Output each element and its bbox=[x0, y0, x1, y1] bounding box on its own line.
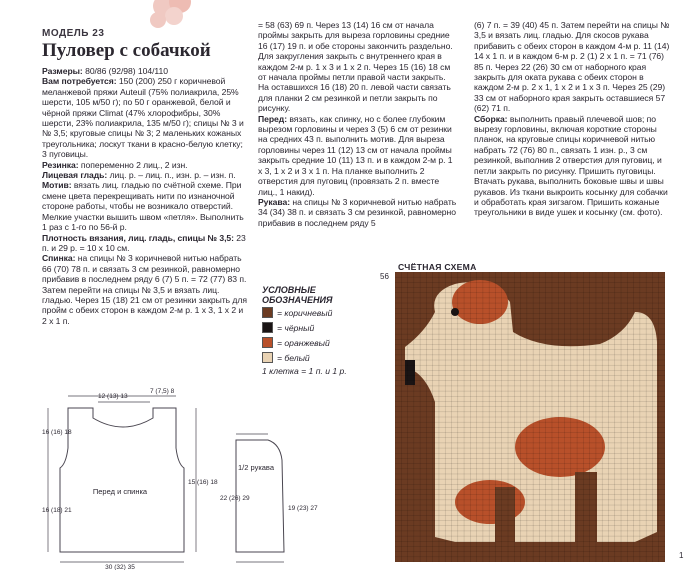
chart-row-top: 56 bbox=[380, 272, 389, 281]
legend-item bbox=[262, 337, 330, 348]
paragraph-text: на спицы № 3 коричневой нитью набрать 34 (34) 38 п. и связать 3 см резинкой, равномерно прибавив в последнем ряду 5 bbox=[258, 196, 457, 228]
chart-title: СЧЁТНАЯ СХЕМА bbox=[398, 262, 477, 272]
paragraph-text: на спицы № 3 коричневой нитью набрать 66 (70) 78 п. и связать 3 см резинкой, равномерно прибавив в последнем ряду 6 (7) 5 п. = 72 (77) 83 п. Затем перейти на спицы № 3,5 и вязать лиц. гладью. Через 15 (18) 21 см от резинки закрыть для пройм с обеих сторон в каждом 2-м р. 1 x 3, 1 x 2 и 2 x 1 п. bbox=[42, 253, 247, 326]
paragraph-text: выполнить правый плечевой шов; по вырезу горловины, включая короткие стороны планок, на круговые спицы коричневой нитью набрать 72 (76) 80 п., связать 1 изн. р., 3 см резинкой, выполнив 2 отверстия для пуговиц, и петли закрыть по рисунку. Пришить пуговицы. Втачать рукава, выполнить боковые швы и швы рукавов. Из ткани выкроить косынку для собачки и обработать края зигзагом. Пришить кожаные треугольники в виде ушек и косынку (см. фото). bbox=[474, 113, 668, 218]
legend-item bbox=[262, 322, 314, 333]
paragraph bbox=[42, 76, 247, 159]
dog-nose bbox=[405, 360, 415, 385]
paragraph-text: 150 (200) 250 г коричневой меланжевой пряжи Auteuil (75% полиакрила, 25% шерсти, 105 м/50 г); по 50 г оранжевой, белой и чёрной пряжи Climat (47% хлорофибры, 30% шерсти, 23% полиакрила, 135 м/50 г); спицы № 3 и № 3,5; круговые спицы № 3; 2 маленьких кожаных треугольника; лоскут ткани в красно-белую клетку; 3 пуговицы. bbox=[42, 76, 244, 160]
paragraph-heading: Размеры: bbox=[42, 66, 83, 76]
paragraph bbox=[42, 170, 247, 180]
page-title: Пуловер с собачкой bbox=[42, 40, 211, 61]
label-sleeve-right: 19 (23) 27 bbox=[288, 505, 318, 512]
label-neck: 12 (13) 13 bbox=[98, 393, 128, 400]
paragraph-heading: Рукава: bbox=[258, 196, 291, 207]
legend-swatch bbox=[262, 337, 273, 348]
paragraph-heading: Резинка: bbox=[42, 159, 79, 170]
legend-label: = коричневый bbox=[277, 307, 333, 318]
paragraph bbox=[258, 20, 458, 114]
knitting-chart bbox=[395, 272, 665, 562]
dog-leg-gap bbox=[495, 487, 515, 542]
legend-title: УСЛОВНЫЕ ОБОЗНАЧЕНИЯ bbox=[262, 285, 333, 305]
legend-item bbox=[262, 352, 310, 363]
legend-swatch bbox=[262, 322, 273, 333]
paragraph-heading: Плотность вязания, лиц. гладь, спицы № 3,5: bbox=[42, 232, 234, 243]
paragraph bbox=[42, 233, 247, 254]
label-center: Перед и спинка bbox=[92, 487, 148, 496]
label-armhole: 16 (16) 18 bbox=[42, 429, 72, 436]
paragraph-text: 80/86 (92/98) 104/110 bbox=[82, 66, 168, 76]
label-depth: 16 (18) 21 bbox=[42, 507, 72, 514]
legend-swatch bbox=[262, 307, 273, 318]
legend-label: = чёрный bbox=[277, 322, 315, 333]
paragraph-text: (6) 7 п. = 39 (40) 45 п. Затем перейти на спицы № 3,5 и вязать лиц. гладью. Для скосов рукава прибавить с обеих сторон в каждом 4-м р. 11 (14) 14 x 1 п. и в каждом 6-м р. 2 (1) 2 x 1 п. = 71 (76) 85 п. Через 22 (26) 30 см от наборного края закрыть для оката рукава с обеих сторон в каждом 2-м р. 2 x 1, 1 x 2 и 1 x 3 п. Через 25 (29) 33 см от наборного края закрыть оставшиеся 57 (62) 71 п. bbox=[474, 20, 670, 114]
paragraph-text: вязать лиц. гладью по счётной схеме. При смене цвета перекрещивать нити по изнаночной стороне работы, чтобы не возникало отверстий. Мелкие участки вышить швом «петля». Выполнить 1 раз с 1-го по 56-й р. bbox=[42, 180, 244, 233]
label-sleeve-left: 22 (26) 29 bbox=[220, 495, 250, 502]
label-right-side: 15 (16) 18 bbox=[188, 479, 218, 486]
body-outline bbox=[60, 408, 184, 552]
legend-swatch bbox=[262, 352, 273, 363]
paragraph-heading: Вам потребуется: bbox=[42, 76, 117, 87]
paragraph bbox=[42, 66, 247, 76]
flower-decoration bbox=[150, 0, 198, 30]
paragraph bbox=[42, 253, 247, 326]
paragraph-heading: Сборка: bbox=[474, 113, 508, 124]
dog-back-spot bbox=[515, 417, 605, 477]
dog-leg-gap bbox=[575, 472, 597, 542]
legend-label: = белый bbox=[277, 352, 310, 363]
legend-label: = оранжевый bbox=[277, 337, 330, 348]
paragraph-text: 23 п. и 29 р. = 10 x 10 см. bbox=[42, 232, 246, 253]
model-number: МОДЕЛЬ 23 bbox=[42, 28, 105, 39]
paragraph-text: попеременно 2 лиц., 2 изн. bbox=[78, 159, 188, 170]
paragraph bbox=[258, 197, 458, 228]
legend-scale: 1 клетка = 1 п. и 1 р. bbox=[262, 366, 347, 376]
instructions-column-2 bbox=[258, 20, 458, 228]
paragraph bbox=[42, 180, 247, 232]
paragraph-heading: Перед: bbox=[258, 113, 288, 124]
dog-ear-spot bbox=[452, 280, 508, 324]
instructions-column-3 bbox=[474, 20, 674, 218]
back-front-pattern bbox=[38, 384, 228, 570]
paragraph-heading: Спинка: bbox=[42, 253, 76, 264]
page-number: 1 bbox=[679, 551, 684, 560]
paragraph bbox=[474, 114, 674, 218]
label-width: 30 (32) 35 bbox=[105, 564, 135, 570]
paragraph bbox=[258, 114, 458, 197]
paragraph-text: = 58 (63) 69 п. Через 13 (14) 16 см от начала проймы закрыть для выреза горловины средние 16 (17) 19 п. и обе стороны закончить раздельно. Для закругления закрыть с внутреннего края в каждом 2-м р. 1 x 3 и 1 x 2 п. Через 15 (16) 18 см от начала проймы петли правой части закрыть. На оставшихся 16 (18) 20 п. левой части связать для планки 2 см резинкой и петли закрыть по рисунку. bbox=[258, 20, 453, 114]
paragraph bbox=[42, 160, 247, 170]
sleeve-pattern bbox=[218, 430, 318, 570]
paragraph-text: лиц. р. – лиц. п., изн. р. – изн. п. bbox=[107, 170, 236, 181]
label-shoulder: 7 (7,5) 8 bbox=[150, 388, 175, 395]
label-sleeve-center: 1/2 рукава bbox=[237, 463, 275, 472]
legend-item bbox=[262, 307, 332, 318]
paragraph-heading: Мотив: bbox=[42, 180, 72, 191]
paragraph-text: вязать, как спинку, но с более глубоким вырезом горловины и через 3 (5) 6 см от резинки на средних 43 п. выполнить мотив. Для выреза горловины через 11 (12) 13 см от начала проймы закрыть средние 10 (11) 13 п. и в каждом 2-м р. 1 x 3, 1 x 2 и 3 x 1 п. На планке выполнить 2 отверстия для пуговиц (провязать 2 п. вместе лиц., 1 накид). bbox=[258, 113, 453, 197]
paragraph-heading: Лицевая гладь: bbox=[42, 170, 108, 181]
instructions-column-1 bbox=[42, 66, 247, 326]
paragraph bbox=[474, 20, 674, 114]
